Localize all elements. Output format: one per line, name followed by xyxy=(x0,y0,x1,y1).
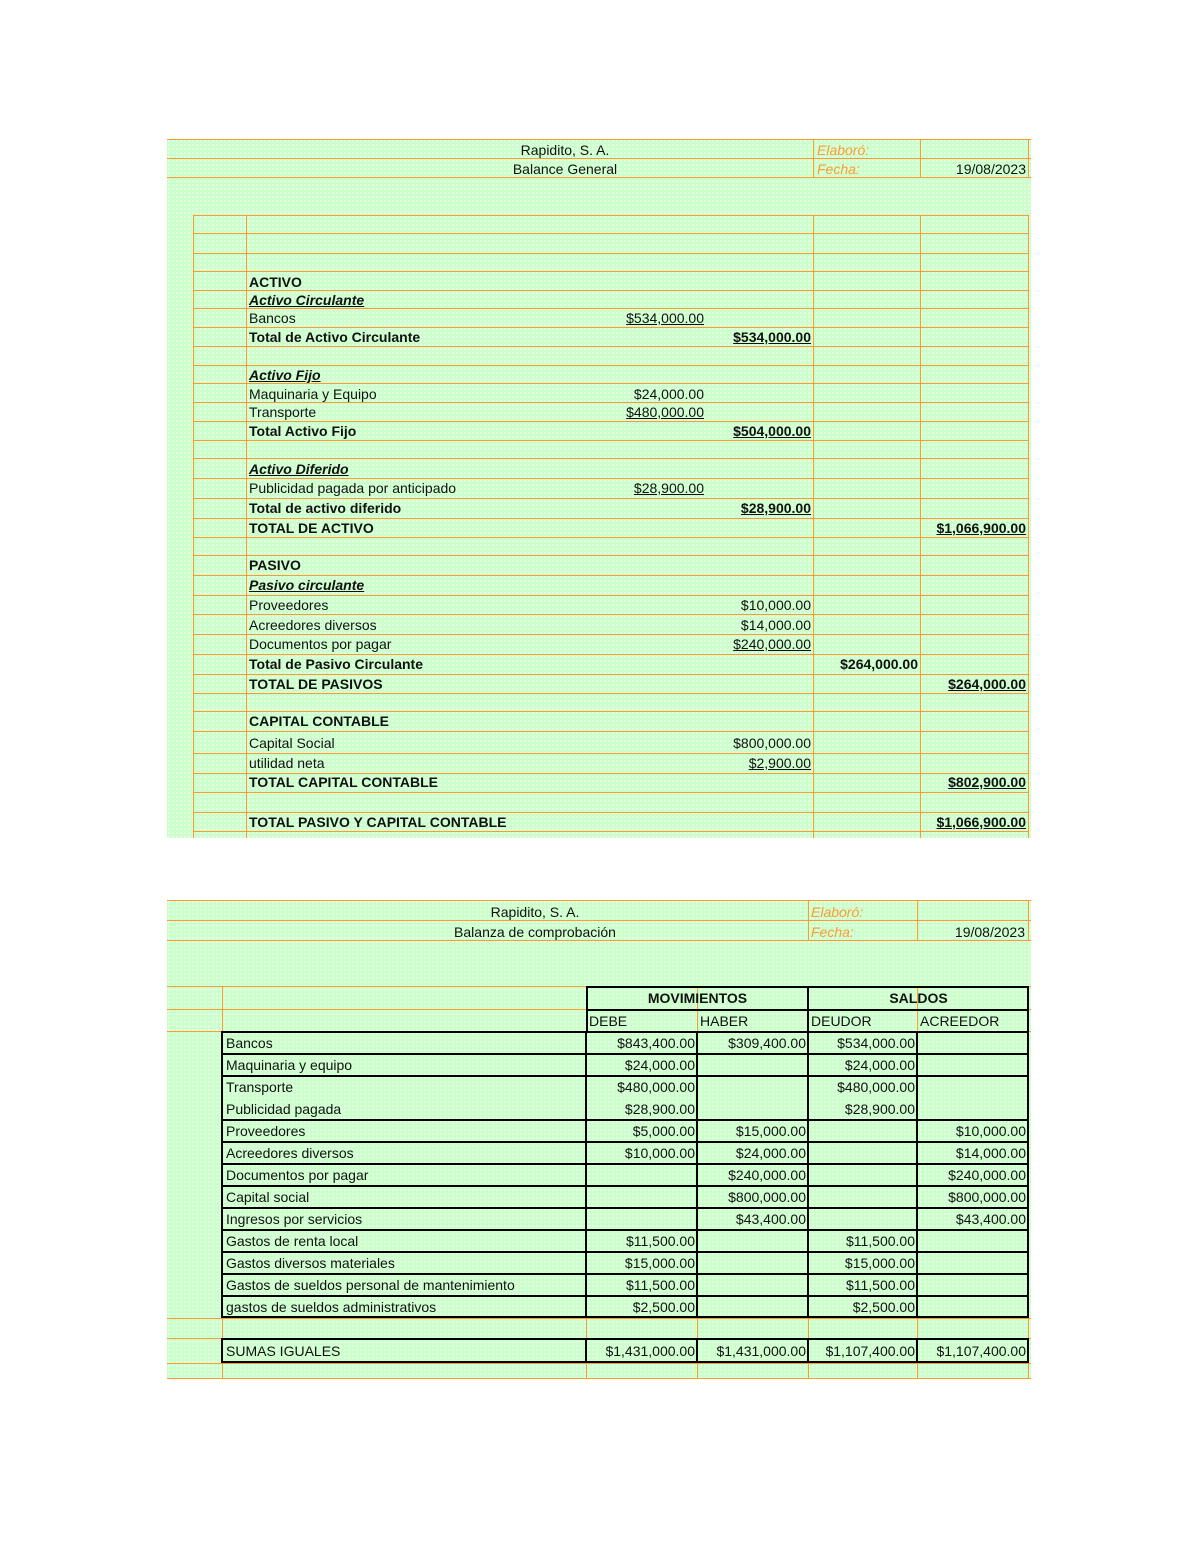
amount-haber: $24,000.00 xyxy=(735,1145,806,1161)
account-name: Documentos por pagar xyxy=(226,1167,369,1183)
balanza-fecha-label: Fecha: xyxy=(811,924,854,940)
account-name: gastos de sueldos administrativos xyxy=(226,1299,437,1315)
amount-acreedor xyxy=(919,1056,1026,1074)
fecha-value: 19/08/2023 xyxy=(955,161,1026,177)
account-name: Gastos de sueldos personal de mantenimiento xyxy=(226,1277,515,1293)
sumas-label: SUMAS IGUALES xyxy=(226,1343,341,1359)
amount-deudor xyxy=(810,1122,915,1140)
line-total-activo: TOTAL DE ACTIVO xyxy=(249,520,374,536)
amount-deudor: $534,000.00 xyxy=(837,1035,915,1051)
amount-deudor: $24,000.00 xyxy=(844,1057,915,1073)
account-name: Publicidad pagada xyxy=(226,1101,342,1117)
amount-haber xyxy=(699,1100,806,1118)
line-total-capital: TOTAL CAPITAL CONTABLE xyxy=(249,774,438,790)
amount-total-activo-diferido: $28,900.00 xyxy=(740,500,811,516)
amount-total-pasivo-circulante: $264,000.00 xyxy=(840,656,918,672)
line-acreedores: Acreedores diversos xyxy=(249,617,377,633)
line-total-activo-fijo: Total Activo Fijo xyxy=(249,423,357,439)
amount-utilidad: $2,900.00 xyxy=(748,755,811,771)
amount-haber xyxy=(699,1056,806,1074)
amount-acreedor: $14,000.00 xyxy=(955,1145,1026,1161)
amount-total-activo-fijo: $504,000.00 xyxy=(733,423,811,439)
amount-debe: $24,000.00 xyxy=(624,1057,695,1073)
amount-debe: $5,000.00 xyxy=(632,1123,695,1139)
amount-debe: $2,500.00 xyxy=(632,1299,695,1315)
subsection-activo-fijo: Activo Fijo xyxy=(249,367,321,383)
amount-deudor xyxy=(810,1188,915,1206)
amount-acreedor: $10,000.00 xyxy=(955,1123,1026,1139)
line-proveedores: Proveedores xyxy=(249,597,329,613)
account-name: Acreedores diversos xyxy=(226,1145,354,1161)
amount-capital-social: $800,000.00 xyxy=(733,735,811,751)
amount-acreedores: $14,000.00 xyxy=(740,617,811,633)
section-pasivo: PASIVO xyxy=(249,557,301,573)
line-publicidad: Publicidad pagada por anticipado xyxy=(249,480,457,496)
subsection-activo-diferido: Activo Diferido xyxy=(249,461,349,477)
account-name: Proveedores xyxy=(226,1123,306,1139)
amount-acreedor xyxy=(919,1276,1026,1294)
amount-haber: $309,400.00 xyxy=(728,1035,806,1051)
amount-acreedor: $240,000.00 xyxy=(948,1167,1026,1183)
sumas-acreedor: $1,107,400.00 xyxy=(936,1343,1026,1359)
amount-haber: $43,400.00 xyxy=(735,1211,806,1227)
amount-total-pasivos: $264,000.00 xyxy=(948,676,1026,692)
amount-deudor: $480,000.00 xyxy=(837,1079,915,1095)
amount-haber: $800,000.00 xyxy=(728,1189,806,1205)
line-utilidad: utilidad neta xyxy=(249,755,325,771)
amount-deudor: $11,500.00 xyxy=(845,1233,915,1249)
amount-debe: $480,000.00 xyxy=(617,1079,695,1095)
amount-haber: $240,000.00 xyxy=(728,1167,806,1183)
amount-debe xyxy=(588,1188,695,1206)
amount-transporte: $480,000.00 xyxy=(626,404,704,420)
amount-haber xyxy=(699,1232,806,1250)
line-documentos: Documentos por pagar xyxy=(249,636,392,652)
balanza-company-name: Rapidito, S. A. xyxy=(490,904,580,920)
balanza-elaboro-label: Elaboró: xyxy=(811,904,864,920)
amount-total-pasivo-capital: $1,066,900.00 xyxy=(936,814,1026,830)
amount-debe: $11,500.00 xyxy=(625,1277,695,1293)
amount-acreedor xyxy=(919,1034,1026,1052)
line-maquinaria: Maquinaria y Equipo xyxy=(249,386,377,402)
amount-acreedor: $800,000.00 xyxy=(948,1189,1026,1205)
subsection-pasivo-circulante: Pasivo circulante xyxy=(249,577,365,593)
amount-haber: $15,000.00 xyxy=(735,1123,806,1139)
amount-acreedor xyxy=(919,1298,1026,1316)
amount-debe: $11,500.00 xyxy=(625,1233,695,1249)
report-title: Balance General xyxy=(512,161,618,177)
amount-haber xyxy=(699,1298,806,1316)
line-transporte: Transporte xyxy=(249,404,317,420)
amount-proveedores: $10,000.00 xyxy=(740,597,811,613)
header-debe: DEBE xyxy=(589,1013,628,1029)
amount-deudor: $11,500.00 xyxy=(845,1277,915,1293)
line-total-pasivo-capital: TOTAL PASIVO Y CAPITAL CONTABLE xyxy=(249,814,507,830)
amount-debe: $843,400.00 xyxy=(617,1035,695,1051)
account-name: Gastos diversos materiales xyxy=(226,1255,395,1271)
account-name: Gastos de renta local xyxy=(226,1233,359,1249)
header-acreedor: ACREEDOR xyxy=(920,1013,1000,1029)
section-capital-contable: CAPITAL CONTABLE xyxy=(249,713,389,729)
amount-acreedor xyxy=(919,1232,1026,1250)
header-deudor: DEUDOR xyxy=(811,1013,872,1029)
amount-total-activo: $1,066,900.00 xyxy=(936,520,1026,536)
amount-debe: $10,000.00 xyxy=(624,1145,695,1161)
account-name: Maquinaria y equipo xyxy=(226,1057,353,1073)
amount-debe xyxy=(588,1210,695,1228)
amount-haber xyxy=(699,1254,806,1272)
amount-total-capital: $802,900.00 xyxy=(948,774,1026,790)
amount-maquinaria: $24,000.00 xyxy=(633,386,704,402)
amount-deudor xyxy=(810,1166,915,1184)
sumas-haber: $1,431,000.00 xyxy=(716,1343,806,1359)
amount-haber xyxy=(699,1276,806,1294)
header-saldos: SALDOS xyxy=(889,990,948,1006)
amount-total-activo-circulante: $534,000.00 xyxy=(733,329,811,345)
amount-publicidad: $28,900.00 xyxy=(633,480,704,496)
fecha-label: Fecha: xyxy=(817,161,860,177)
amount-deudor: $28,900.00 xyxy=(844,1101,915,1117)
subsection-activo-circulante: Activo Circulante xyxy=(249,292,365,308)
balanza-title: Balanza de comprobación xyxy=(454,924,616,940)
amount-bancos: $534,000.00 xyxy=(626,310,704,326)
account-name: Ingresos por servicios xyxy=(226,1211,363,1227)
amount-debe xyxy=(588,1166,695,1184)
line-capital-social: Capital Social xyxy=(249,735,335,751)
line-bancos: Bancos xyxy=(249,310,296,326)
line-total-activo-diferido: Total de activo diferido xyxy=(249,500,402,516)
account-name: Capital social xyxy=(226,1189,310,1205)
section-activo: ACTIVO xyxy=(249,274,302,290)
amount-haber xyxy=(699,1078,806,1096)
amount-debe: $28,900.00 xyxy=(624,1101,695,1117)
account-name: Bancos xyxy=(226,1035,273,1051)
amount-deudor xyxy=(810,1144,915,1162)
line-total-pasivos: TOTAL DE PASIVOS xyxy=(249,676,383,692)
amount-acreedor: $43,400.00 xyxy=(955,1211,1026,1227)
amount-acreedor xyxy=(919,1254,1026,1272)
line-total-pasivo-circulante: Total de Pasivo Circulante xyxy=(249,656,424,672)
header-haber: HABER xyxy=(700,1013,749,1029)
elaboro-label: Elaboró: xyxy=(817,142,870,158)
company-name: Rapidito, S. A. xyxy=(520,142,610,158)
amount-deudor xyxy=(810,1210,915,1228)
sumas-deudor: $1,107,400.00 xyxy=(825,1343,915,1359)
amount-debe: $15,000.00 xyxy=(624,1255,695,1271)
header-movimientos: MOVIMIENTOS xyxy=(647,990,748,1006)
amount-deudor: $2,500.00 xyxy=(852,1299,915,1315)
amount-documentos: $240,000.00 xyxy=(733,636,811,652)
amount-acreedor xyxy=(919,1078,1026,1096)
balanza-fecha-value: 19/08/2023 xyxy=(954,924,1025,940)
amount-deudor: $15,000.00 xyxy=(844,1255,915,1271)
account-name: Transporte xyxy=(226,1079,294,1095)
amount-acreedor xyxy=(919,1100,1026,1118)
sumas-debe: $1,431,000.00 xyxy=(605,1343,695,1359)
line-total-activo-circulante: Total de Activo Circulante xyxy=(249,329,421,345)
